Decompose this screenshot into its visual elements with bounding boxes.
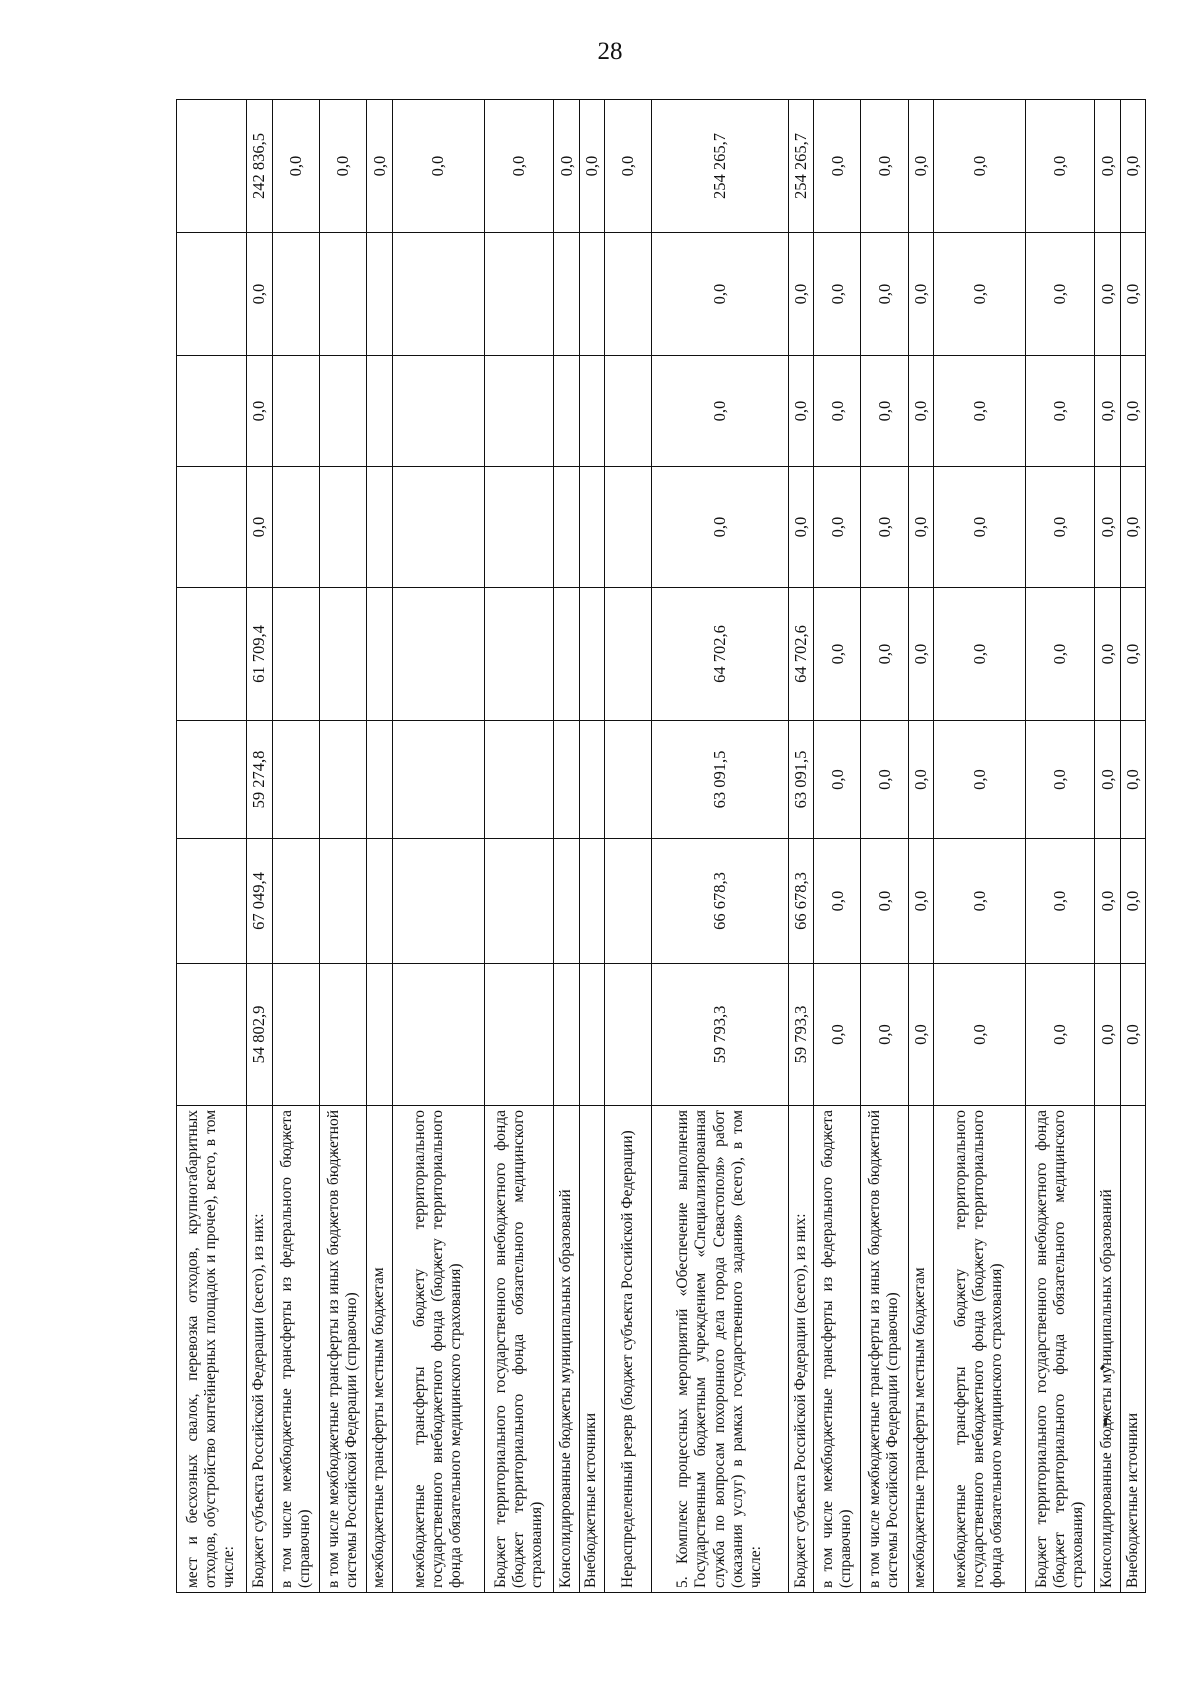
value-cell [392,467,484,588]
value-cell [579,964,604,1106]
value-cell: 0,0 [933,964,1025,1106]
table-row [604,100,651,1593]
value-cell [177,839,247,964]
value-cell: 0,0 [1095,964,1120,1106]
table-row [861,100,908,1593]
row-label: Бюджет субъекта Российской Федерации (всего), из них: [788,1106,813,1593]
value-cell: 0,0 [814,100,861,233]
value-cell: 0,0 [246,233,272,356]
value-cell: 0,0 [1120,100,1145,233]
value-cell [272,588,319,721]
value-cell: 0,0 [1025,588,1095,721]
value-cell: 64 702,6 [651,588,788,721]
value-cell: 0,0 [1120,839,1145,964]
value-cell: 0,0 [484,100,554,233]
table-row [579,100,604,1593]
value-cell: 0,0 [908,964,933,1106]
table-row [788,100,813,1593]
value-cell [177,588,247,721]
value-cell: 0,0 [1120,721,1145,839]
value-cell: 0,0 [861,964,908,1106]
value-cell: 63 091,5 [651,721,788,839]
value-cell: 0,0 [392,100,484,233]
value-cell [177,964,247,1106]
value-cell [604,356,651,467]
value-cell [320,233,367,356]
value-cell: 0,0 [320,100,367,233]
value-cell: 0,0 [1120,588,1145,721]
value-cell [272,839,319,964]
value-cell: 0,0 [908,588,933,721]
value-cell: 67 049,4 [246,839,272,964]
value-cell: 0,0 [1095,839,1120,964]
value-cell: 0,0 [1095,588,1120,721]
value-cell: 0,0 [814,356,861,467]
budget-table [176,99,1146,1593]
value-cell: 0,0 [604,100,651,233]
value-cell [554,839,579,964]
row-label: Внебюджетные источники [1120,1106,1145,1593]
value-cell: 0,0 [814,467,861,588]
table-row [1025,100,1095,1593]
value-cell: 0,0 [933,233,1025,356]
value-cell [579,839,604,964]
value-cell [579,721,604,839]
value-cell [392,233,484,356]
value-cell [392,839,484,964]
value-cell: 0,0 [246,467,272,588]
value-cell: 59 274,8 [246,721,272,839]
value-cell [484,467,554,588]
row-label: в том числе межбюджетные трансферты из иных бюджетов бюджетной системы Российской Федерации (справочно) [861,1106,908,1593]
value-cell [177,233,247,356]
row-label: межбюджетные трансферты бюджету территориального государственного внебюджетного фонда (бюджету территориального фонда обязательного медицинского страхования) [392,1106,484,1593]
value-cell [320,839,367,964]
row-label: Бюджет территориального государственного внебюджетного фонда (бюджет территориального фонда обязательного медицинского страхования) [1025,1106,1095,1593]
value-cell: 63 091,5 [788,721,813,839]
value-cell [367,839,392,964]
value-cell: 254 265,7 [788,100,813,233]
row-label: Бюджет субъекта Российской Федерации (всего), из них: [246,1106,272,1593]
value-cell [484,356,554,467]
value-cell: 0,0 [861,721,908,839]
value-cell: 0,0 [908,356,933,467]
value-cell: 66 678,3 [651,839,788,964]
row-label: межбюджетные трансферты местным бюджетам [367,1106,392,1593]
table-row [272,100,319,1593]
value-cell: 0,0 [814,588,861,721]
value-cell: 0,0 [788,467,813,588]
row-label: межбюджетные трансферты местным бюджетам [908,1106,933,1593]
row-label: 5. Комплекс процессных мероприятий «Обеспечение выполнения Государственным бюджетным учреждением «Специализированная служба по вопросам похоронного дела города Севастополя» работ (оказания услуг) в рамках государственного задания» (всего), в том числе: [651,1106,788,1593]
value-cell: 242 836,5 [246,100,272,233]
value-cell: 0,0 [861,100,908,233]
value-cell [579,233,604,356]
value-cell [392,588,484,721]
value-cell: 0,0 [1025,356,1095,467]
value-cell: 0,0 [1120,964,1145,1106]
value-cell [367,721,392,839]
value-cell: 0,0 [861,233,908,356]
value-cell: 0,0 [814,964,861,1106]
value-cell: 0,0 [651,356,788,467]
table-row [177,100,247,1593]
value-cell: 0,0 [1025,233,1095,356]
value-cell [367,233,392,356]
value-cell [554,233,579,356]
value-cell: 0,0 [1025,100,1095,233]
table-row [1120,100,1145,1593]
value-cell: 59 793,3 [788,964,813,1106]
value-cell: 0,0 [788,233,813,356]
value-cell: 61 709,4 [246,588,272,721]
value-cell [484,233,554,356]
value-cell: 0,0 [1025,467,1095,588]
table-body [177,100,1146,1593]
value-cell [177,356,247,467]
value-cell: 0,0 [933,839,1025,964]
value-cell [177,721,247,839]
row-label: Нераспределенный резерв (бюджет субъекта Российской Федерации) [604,1106,651,1593]
value-cell [484,839,554,964]
value-cell: 0,0 [908,839,933,964]
value-cell: 0,0 [861,467,908,588]
value-cell [604,721,651,839]
value-cell [554,964,579,1106]
value-cell: 0,0 [933,356,1025,467]
table-row [392,100,484,1593]
row-label: Консолидированные бюджеты муниципальных образований [554,1106,579,1593]
value-cell: 54 802,9 [246,964,272,1106]
value-cell [579,467,604,588]
value-cell: 0,0 [788,356,813,467]
value-cell: 0,0 [579,100,604,233]
value-cell: 0,0 [246,356,272,467]
value-cell: 0,0 [651,233,788,356]
value-cell: 0,0 [1025,839,1095,964]
row-label: межбюджетные трансферты бюджету территориального государственного внебюджетного фонда (бюджету территориального фонда обязательного медицинского страхования) [933,1106,1025,1593]
row-label: в том числе межбюджетные трансферты из иных бюджетов бюджетной системы Российской Федерации (справочно) [320,1106,367,1593]
table-row [484,100,554,1593]
value-cell [367,588,392,721]
value-cell [272,721,319,839]
row-label: мест и бесхозных свалок, перевозка отходов, крупногабаритных отходов, обустройство контейнерных площадок и прочее), всего, в том числе: [177,1106,247,1593]
value-cell: 0,0 [1095,467,1120,588]
value-cell: 0,0 [861,356,908,467]
value-cell [579,588,604,721]
value-cell [604,839,651,964]
page-number: 28 [597,38,623,65]
value-cell [177,467,247,588]
value-cell [604,233,651,356]
table-row [651,100,788,1593]
row-label: Консолидированные бюджеты муниципальных образований [1095,1106,1120,1593]
value-cell: 0,0 [272,100,319,233]
value-cell: 0,0 [554,100,579,233]
value-cell [392,964,484,1106]
value-cell: 0,0 [1095,100,1120,233]
value-cell: 0,0 [1095,721,1120,839]
value-cell: 254 265,7 [651,100,788,233]
row-label: Бюджет территориального государственного внебюджетного фонда (бюджет территориального фонда обязательного медицинского страхования) [484,1106,554,1593]
value-cell [392,356,484,467]
value-cell: 0,0 [908,233,933,356]
value-cell: 0,0 [814,839,861,964]
value-cell [272,964,319,1106]
value-cell: 0,0 [1025,964,1095,1106]
value-cell: 0,0 [908,100,933,233]
value-cell: 0,0 [933,588,1025,721]
value-cell: 59 793,3 [651,964,788,1106]
value-cell: 0,0 [1120,233,1145,356]
value-cell [320,721,367,839]
value-cell [604,964,651,1106]
table-row [1095,100,1120,1593]
value-cell [554,356,579,467]
table-row [367,100,392,1593]
value-cell: 0,0 [908,721,933,839]
value-cell: 0,0 [1120,356,1145,467]
row-label: в том числе межбюджетные трансферты из федерального бюджета (справочно) [272,1106,319,1593]
value-cell [579,356,604,467]
value-cell [272,233,319,356]
value-cell: 0,0 [367,100,392,233]
table-row [320,100,367,1593]
value-cell: 0,0 [1025,721,1095,839]
value-cell: 0,0 [814,233,861,356]
value-cell: 0,0 [814,721,861,839]
rotated-table-wrapper [176,100,1146,1593]
value-cell: 64 702,6 [788,588,813,721]
value-cell: 0,0 [933,721,1025,839]
value-cell: 0,0 [908,467,933,588]
value-cell [604,588,651,721]
table-row [933,100,1025,1593]
value-cell: 0,0 [1120,467,1145,588]
value-cell: 66 678,3 [788,839,813,964]
row-label: в том числе межбюджетные трансферты из федерального бюджета (справочно) [814,1106,861,1593]
value-cell [554,588,579,721]
value-cell [272,467,319,588]
value-cell [320,964,367,1106]
value-cell [484,721,554,839]
row-label: Внебюджетные источники [579,1106,604,1593]
value-cell: 0,0 [1095,356,1120,467]
table-row [908,100,933,1593]
value-cell [272,356,319,467]
value-cell [320,467,367,588]
value-cell: 0,0 [861,588,908,721]
value-cell: 0,0 [1095,233,1120,356]
value-cell [484,588,554,721]
value-cell [484,964,554,1106]
value-cell [554,467,579,588]
value-cell: 0,0 [933,100,1025,233]
table-row [814,100,861,1593]
value-cell: 0,0 [933,467,1025,588]
value-cell [554,721,579,839]
value-cell: 0,0 [861,839,908,964]
value-cell [367,356,392,467]
value-cell [367,467,392,588]
value-cell [320,588,367,721]
value-cell [320,356,367,467]
table-row [554,100,579,1593]
value-cell [177,100,247,233]
value-cell [367,964,392,1106]
value-cell: 0,0 [651,467,788,588]
table-row [246,100,272,1593]
value-cell [604,467,651,588]
value-cell [392,721,484,839]
